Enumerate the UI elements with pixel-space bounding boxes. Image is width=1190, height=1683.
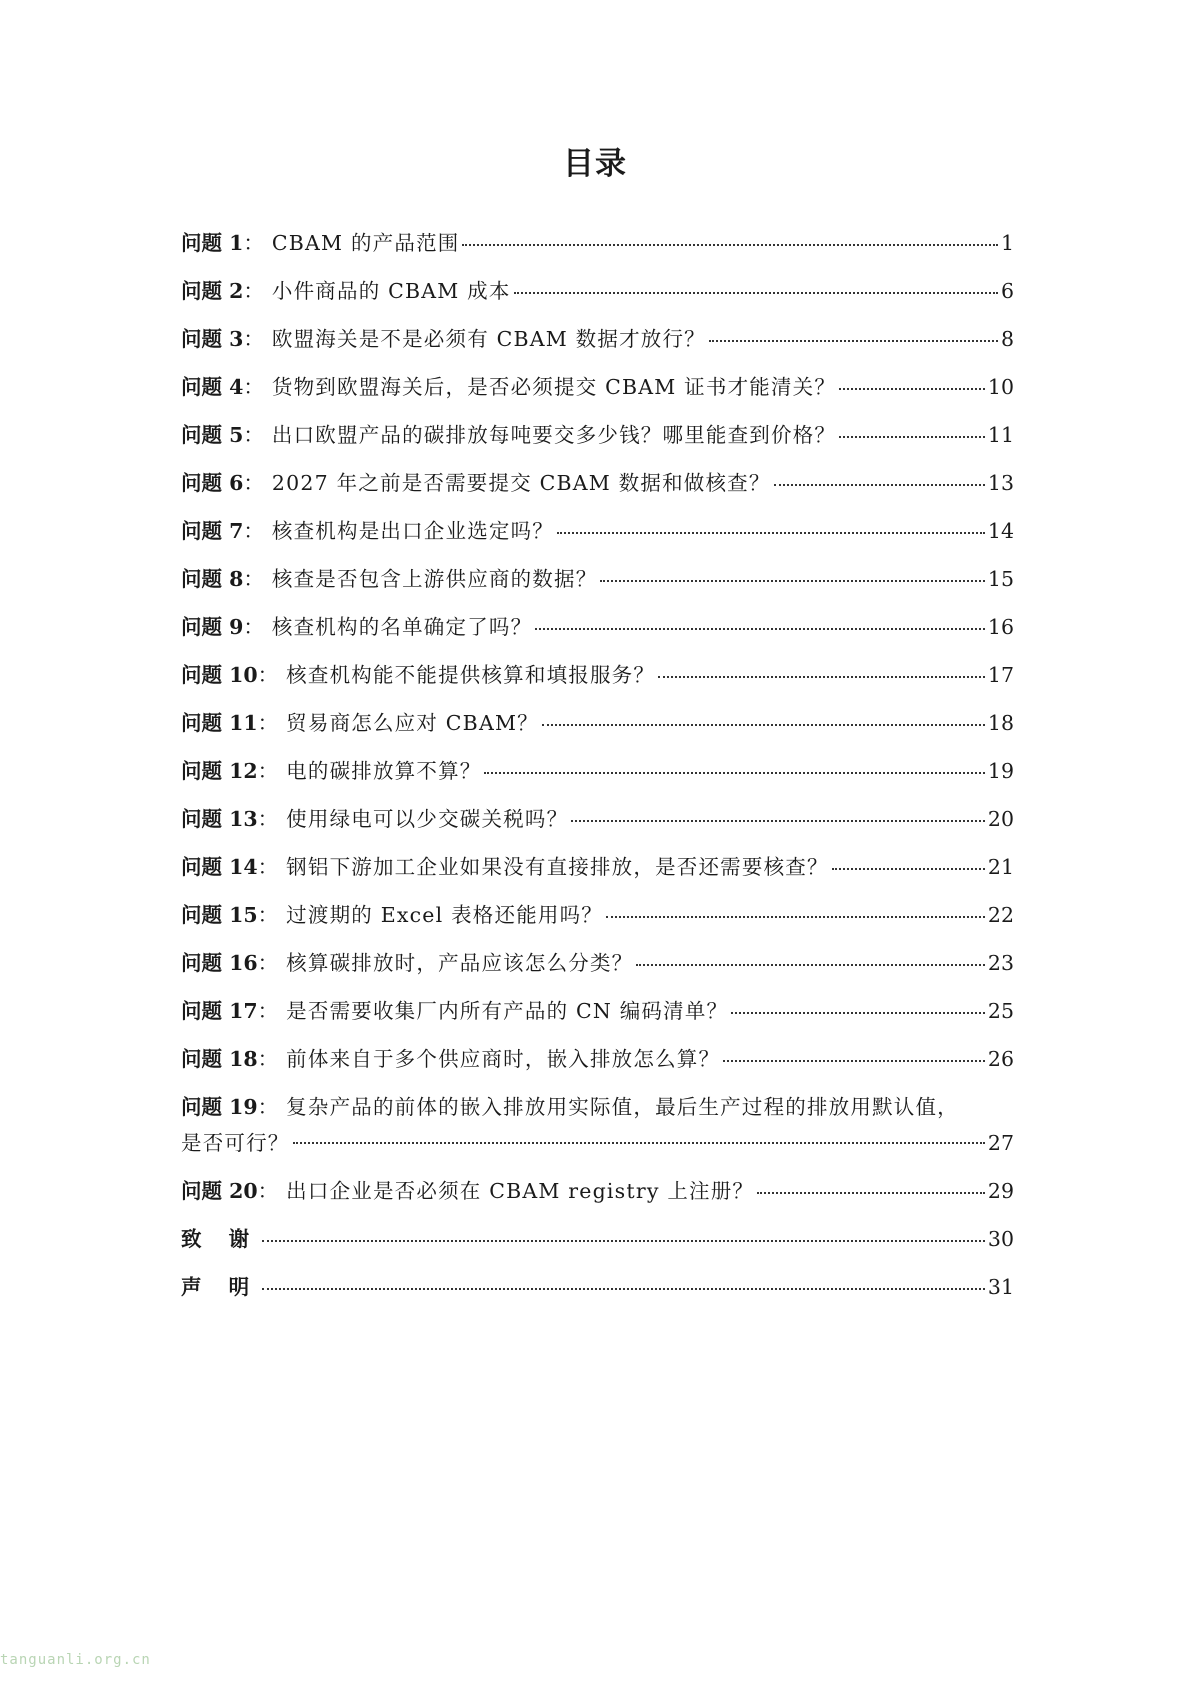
- toc-entry-8[interactable]: [181, 555, 1014, 603]
- toc-leader-dots: [723, 1059, 985, 1062]
- toc-entry-page: 30: [987, 1227, 1014, 1251]
- toc-leader-dots: [832, 867, 985, 870]
- toc-leader-dots: [535, 627, 985, 630]
- toc-leader-dots: [262, 1287, 985, 1290]
- toc-entry-page: 8: [1000, 327, 1014, 351]
- toc-entry-title: 核查是否包含上游供应商的数据？: [271, 567, 598, 591]
- toc-entry-number: 问题 12: [181, 759, 258, 783]
- toc-entry-title: 出口欧盟产品的碳排放每吨要交多少钱？哪里能查到价格？: [271, 423, 837, 447]
- toc-entry-3[interactable]: [181, 315, 1014, 363]
- toc-entry-separator: ：: [243, 231, 264, 255]
- toc-entry-number: 问题 1: [181, 231, 244, 255]
- toc-entry-page: 23: [987, 951, 1014, 975]
- toc-entry-title: CBAM 的产品范围: [271, 231, 460, 255]
- toc-entry-page: 18: [987, 711, 1014, 735]
- toc-entry-title: 出口企业是否必须在 CBAM registry 上注册？: [286, 1179, 755, 1203]
- toc-entry-number: 问题 9: [181, 615, 244, 639]
- toc-entry-page: 6: [1000, 279, 1014, 303]
- toc-entry-title: 前体来自于多个供应商时，嵌入排放怎么算？: [286, 1047, 721, 1071]
- toc-entry-title: 核查机构能不能提供核算和填报服务？: [286, 663, 656, 687]
- toc-leader-dots: [557, 531, 985, 534]
- toc-entry-14[interactable]: [181, 843, 1014, 891]
- toc-entry-11[interactable]: [181, 699, 1014, 747]
- toc-entry-title: 核查机构是出口企业选定吗？: [271, 519, 555, 543]
- toc-entry-number: 问题 2: [181, 279, 244, 303]
- toc-entry-separator: ：: [257, 855, 279, 879]
- toc-entry-title: 欧盟海关是不是必须有 CBAM 数据才放行？: [271, 327, 706, 351]
- toc-leader-dots: [462, 243, 997, 246]
- toc-entry-number: 问题 5: [181, 423, 244, 447]
- toc-entry-number: 问题 15: [181, 903, 258, 927]
- toc-entry-page: 22: [987, 903, 1014, 927]
- toc-entry-number: 问题 7: [181, 519, 244, 543]
- toc-entry-12[interactable]: [181, 747, 1014, 795]
- toc-entry-acknowledgement[interactable]: [181, 1215, 1014, 1263]
- toc-entry-separator: ：: [243, 327, 264, 351]
- toc-entry-13[interactable]: [181, 795, 1014, 843]
- toc-leader-dots: [542, 723, 985, 726]
- toc-entry-page: 29: [987, 1179, 1014, 1203]
- toc-entry-separator: ：: [243, 567, 264, 591]
- toc-entry-9[interactable]: [181, 603, 1014, 651]
- table-of-contents: [181, 219, 1014, 1311]
- toc-leader-dots: [484, 771, 984, 774]
- toc-entry-number: 问题 11: [181, 711, 258, 735]
- toc-entry-page: 10: [987, 375, 1014, 399]
- toc-entry-6[interactable]: [181, 459, 1014, 507]
- toc-leader-dots: [839, 387, 985, 390]
- toc-entry-separator: ：: [243, 615, 264, 639]
- toc-entry-page: 14: [987, 519, 1014, 543]
- toc-entry-title-continued: 是否可行？: [181, 1131, 290, 1155]
- toc-entry-separator: ：: [257, 1047, 279, 1071]
- toc-entry-number: 问题 20: [181, 1179, 258, 1203]
- toc-entry-title: 是否需要收集厂内所有产品的 CN 编码清单？: [286, 999, 729, 1023]
- toc-entry-separator: ：: [243, 519, 264, 543]
- toc-entry-title: 钢铝下游加工企业如果没有直接排放，是否还需要核查？: [286, 855, 829, 879]
- toc-entry-number: 问题 10: [181, 663, 258, 687]
- toc-entry-separator: ：: [257, 711, 279, 735]
- toc-leader-dots: [606, 915, 985, 918]
- toc-entry-number: 问题 16: [181, 951, 258, 975]
- toc-entry-page: 13: [987, 471, 1014, 495]
- toc-entry-separator: ：: [243, 279, 264, 303]
- toc-entry-4[interactable]: [181, 363, 1014, 411]
- toc-entry-statement[interactable]: [181, 1263, 1014, 1311]
- toc-entry-19[interactable]: [181, 1083, 1014, 1167]
- toc-leader-dots: [757, 1191, 985, 1194]
- toc-leader-dots: [709, 339, 998, 342]
- toc-entry-number: 问题 8: [181, 567, 244, 591]
- toc-entry-page: 26: [987, 1047, 1014, 1071]
- toc-entry-separator: ：: [257, 999, 279, 1023]
- toc-leader-dots: [600, 579, 985, 582]
- toc-entry-16[interactable]: [181, 939, 1014, 987]
- toc-leader-dots: [571, 819, 985, 822]
- toc-entry-title: 2027 年之前是否需要提交 CBAM 数据和做核查？: [271, 471, 771, 495]
- toc-entry-number: 问题 4: [181, 375, 244, 399]
- toc-entry-page: 11: [987, 423, 1014, 447]
- page-title: 目录: [563, 146, 627, 182]
- toc-entry-18[interactable]: [181, 1035, 1014, 1083]
- toc-entry-number: 问题 6: [181, 471, 244, 495]
- toc-leader-dots: [731, 1011, 985, 1014]
- toc-leader-dots: [636, 963, 985, 966]
- toc-leader-dots: [774, 483, 985, 486]
- toc-entry-title: 复杂产品的前体的嵌入排放用实际值，最后生产过程的排放用默认值，: [286, 1095, 959, 1119]
- toc-entry-title: 声 明: [181, 1275, 260, 1299]
- toc-entry-number: 问题 17: [181, 999, 258, 1023]
- toc-entry-1[interactable]: [181, 219, 1014, 267]
- toc-entry-separator: ：: [257, 903, 279, 927]
- toc-entry-title: 核查机构的名单确定了吗？: [271, 615, 533, 639]
- toc-entry-separator: ：: [257, 1179, 279, 1203]
- toc-entry-separator: ：: [243, 375, 264, 399]
- toc-entry-title: 小件商品的 CBAM 成本: [271, 279, 511, 303]
- toc-entry-20[interactable]: [181, 1167, 1014, 1215]
- toc-entry-separator: ：: [257, 1095, 279, 1119]
- watermark: tanguanli.org.cn: [0, 1652, 151, 1668]
- toc-entry-10[interactable]: [181, 651, 1014, 699]
- toc-entry-page: 25: [987, 999, 1014, 1023]
- toc-leader-dots: [658, 675, 985, 678]
- toc-entry-page: 21: [987, 855, 1014, 879]
- toc-entry-number: 问题 14: [181, 855, 258, 879]
- toc-entry-title: 使用绿电可以少交碳关税吗？: [286, 807, 569, 831]
- toc-leader-dots: [839, 435, 985, 438]
- toc-entry-separator: ：: [243, 471, 264, 495]
- toc-entry-separator: ：: [257, 951, 279, 975]
- toc-entry-page: 15: [987, 567, 1014, 591]
- toc-entry-title: 电的碳排放算不算？: [286, 759, 482, 783]
- toc-entry-separator: ：: [257, 663, 279, 687]
- toc-entry-title: 过渡期的 Excel 表格还能用吗？: [286, 903, 603, 927]
- toc-entry-title: 核算碳排放时，产品应该怎么分类？: [286, 951, 634, 975]
- toc-entry-separator: ：: [257, 759, 279, 783]
- toc-entry-page: 27: [987, 1131, 1014, 1155]
- toc-entry-title: 贸易商怎么应对 CBAM？: [286, 711, 539, 735]
- toc-entry-page: 16: [987, 615, 1014, 639]
- toc-entry-page: 1: [1000, 231, 1014, 255]
- toc-entry-7[interactable]: [181, 507, 1014, 555]
- toc-entry-number: 问题 13: [181, 807, 258, 831]
- toc-entry-separator: ：: [243, 423, 264, 447]
- toc-entry-page: 17: [987, 663, 1014, 687]
- toc-entry-number: 问题 19: [181, 1095, 258, 1119]
- toc-entry-5[interactable]: [181, 411, 1014, 459]
- toc-entry-title: 致 谢: [181, 1227, 260, 1251]
- toc-entry-page: 20: [987, 807, 1014, 831]
- toc-entry-page: 19: [987, 759, 1014, 783]
- toc-entry-title: 货物到欧盟海关后，是否必须提交 CBAM 证书才能清关？: [271, 375, 837, 399]
- toc-entry-number: 问题 18: [181, 1047, 258, 1071]
- toc-list: [181, 219, 1014, 1083]
- toc-leader-dots: [514, 291, 998, 294]
- toc-leader-dots: [293, 1141, 985, 1144]
- toc-entry-number: 问题 3: [181, 327, 244, 351]
- toc-entry-page: 31: [987, 1275, 1014, 1299]
- toc-leader-dots: [262, 1239, 985, 1242]
- toc-entry-15[interactable]: [181, 891, 1014, 939]
- toc-entry-2[interactable]: [181, 267, 1014, 315]
- toc-entry-separator: ：: [257, 807, 279, 831]
- toc-entry-17[interactable]: [181, 987, 1014, 1035]
